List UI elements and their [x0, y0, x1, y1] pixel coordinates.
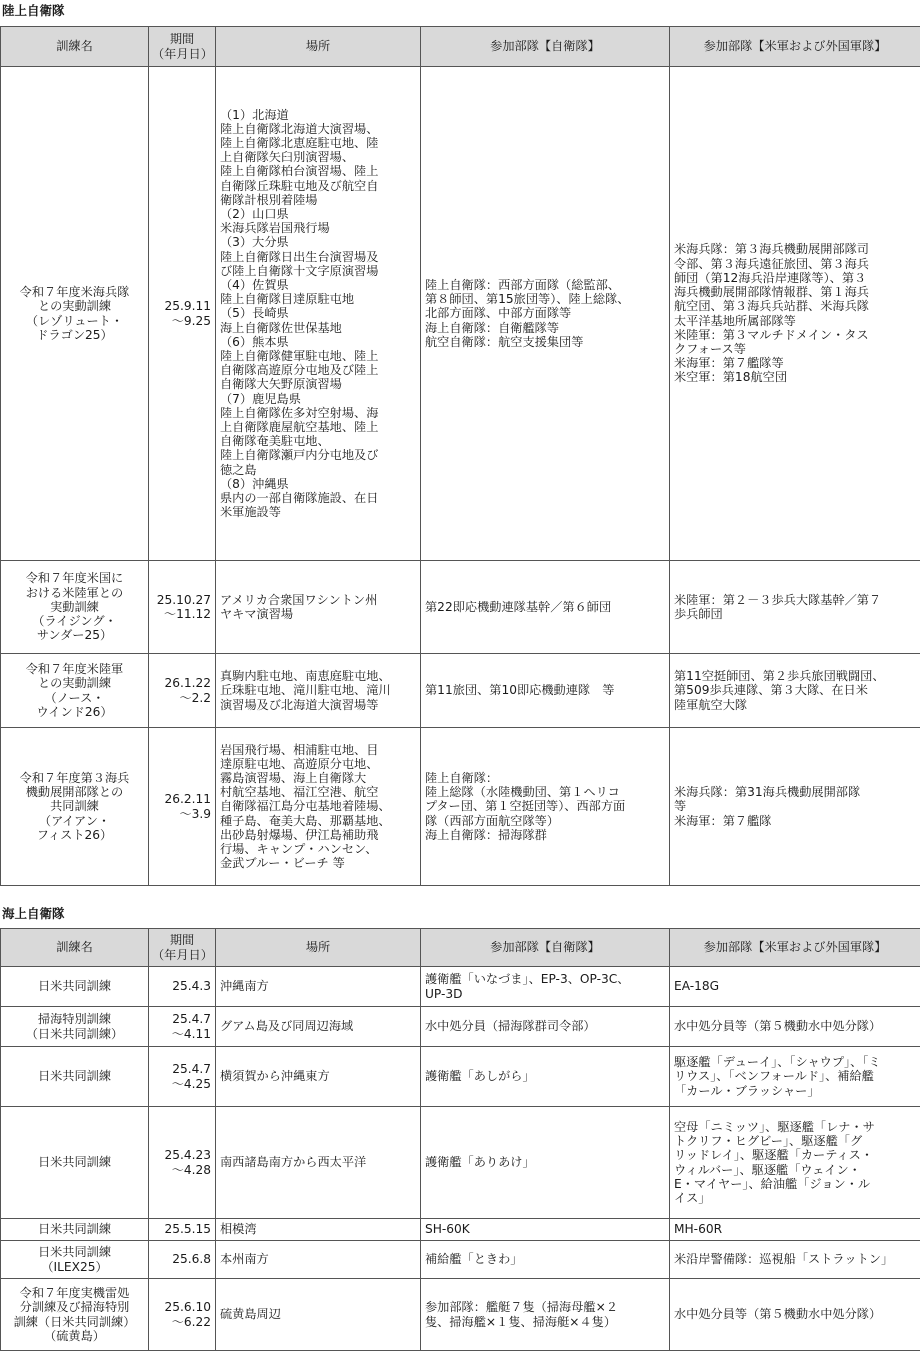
training-place: 硫黄島周辺: [216, 1279, 421, 1351]
table-header-row: [1, 27, 920, 67]
ground-training-table: [0, 26, 920, 886]
training-period: 25.4.23 ～4.28: [149, 1107, 216, 1219]
foreign-units: 駆逐艦「デューイ」、「シャウプ」、「ミ リウス」、「ベンフォールド」、補給艦 「カール・ブラッシャー」: [670, 1047, 920, 1107]
table-row: [1, 1047, 920, 1107]
training-period: 25.10.27 ～11.12: [149, 561, 216, 654]
jsdf-units: 補給艦「ときわ」: [421, 1241, 670, 1279]
training-period: 25.6.10 ～6.22: [149, 1279, 216, 1351]
header-foreign-units: 参加部隊【米軍および外国軍隊】: [670, 27, 920, 67]
jsdf-units: SH-60K: [421, 1219, 670, 1241]
section-title-ground: 陸上自衛隊: [2, 3, 65, 18]
training-place: 南西諸島南方から西太平洋: [216, 1107, 421, 1219]
training-name: 日米共同訓練: [1, 1047, 149, 1107]
jsdf-units: 水中処分員（掃海隊群司令部）: [421, 1007, 670, 1047]
jsdf-units: 参加部隊：艦艇７隻（掃海母艦×２ 隻、掃海艦×１隻、掃海艇×４隻）: [421, 1279, 670, 1351]
training-period: 25.6.8: [149, 1241, 216, 1279]
table-row: [1, 1007, 920, 1047]
training-place: 相模湾: [216, 1219, 421, 1241]
jsdf-units: 第22即応機動連隊基幹／第６師団: [421, 561, 670, 654]
training-place: アメリカ合衆国ワシントン州 ヤキマ演習場: [216, 561, 421, 654]
foreign-units: 第11空挺師団、第２歩兵旅団戦闘団、 第509歩兵連隊、第３大隊、在日米 陸軍航空大隊: [670, 654, 920, 728]
header-foreign-units: 参加部隊【米軍および外国軍隊】: [670, 929, 920, 967]
table-row: [1, 728, 920, 886]
header-place: 場所: [216, 27, 421, 67]
training-place: 沖縄南方: [216, 967, 421, 1007]
foreign-units: 水中処分員等（第５機動水中処分隊）: [670, 1279, 920, 1351]
table-row: [1, 1241, 920, 1279]
training-name: 令和７年度実機雷処 分訓練及び掃海特別 訓練（日米共同訓練） （硫黄島）: [1, 1279, 149, 1351]
training-period: 25.9.11 ～9.25: [149, 67, 216, 561]
table-row: [1, 1279, 920, 1351]
training-place: 真駒内駐屯地、南恵庭駐屯地、 丘珠駐屯地、滝川駐屯地、滝川 演習場及び北海道大演習場等: [216, 654, 421, 728]
table-header-row: [1, 929, 920, 967]
training-name: 日米共同訓練 （ILEX25）: [1, 1241, 149, 1279]
section-title-maritime: 海上自衛隊: [2, 906, 65, 921]
training-name: 日米共同訓練: [1, 1107, 149, 1219]
header-place: 場所: [216, 929, 421, 967]
training-place: グアム島及び同周辺海域: [216, 1007, 421, 1047]
jsdf-units: 護衛艦「あしがら」: [421, 1047, 670, 1107]
foreign-units: 米沿岸警備隊：巡視船「ストラットン」: [670, 1241, 920, 1279]
header-jsdf-units: 参加部隊【自衛隊】: [421, 27, 670, 67]
foreign-units: 水中処分員等（第５機動水中処分隊）: [670, 1007, 920, 1047]
header-period: 期間 （年月日）: [149, 929, 216, 967]
jsdf-units: 第11旅団、第10即応機動連隊 等: [421, 654, 670, 728]
training-place: 岩国飛行場、相浦駐屯地、目 達原駐屯地、高遊原分屯地、 霧島演習場、海上自衛隊大 村航空基地、福江空港、航空 自衛隊福江島分屯基地着陸場、 種子島、奄美大島、那覇基地、 出砂島射爆場、伊江島補助飛 行場、キャンプ・ハンセン、 金武ブルー・ビーチ 等: [216, 728, 421, 886]
jsdf-units: 陸上自衛隊：西部方面隊（総監部、 第８師団、第15旅団等）、陸上総隊、 北部方面隊、中部方面隊等 海上自衛隊：自衛艦隊等 航空自衛隊：航空支援集団等: [421, 67, 670, 561]
header-training-name: 訓練名: [1, 27, 149, 67]
training-period: 26.1.22 ～2.2: [149, 654, 216, 728]
foreign-units: MH-60R: [670, 1219, 920, 1241]
table-row: [1, 67, 920, 561]
foreign-units: 米陸軍：第２－３歩兵大隊基幹／第７ 歩兵師団: [670, 561, 920, 654]
training-name: 令和７年度米国に おける米陸軍との 実動訓練 （ライジング・ サンダー25）: [1, 561, 149, 654]
training-period: 26.2.11 ～3.9: [149, 728, 216, 886]
training-period: 25.4.7 ～4.11: [149, 1007, 216, 1047]
header-training-name: 訓練名: [1, 929, 149, 967]
training-period: 25.5.15: [149, 1219, 216, 1241]
table-row: [1, 654, 920, 728]
training-name: 日米共同訓練: [1, 967, 149, 1007]
training-name: 日米共同訓練: [1, 1219, 149, 1241]
jsdf-units: 護衛艦「ありあけ」: [421, 1107, 670, 1219]
training-period: 25.4.7 ～4.25: [149, 1047, 216, 1107]
maritime-training-table: [0, 928, 920, 1351]
training-name: 令和７年度第３海兵 機動展開部隊との 共同訓練 （アイアン・ フィスト26）: [1, 728, 149, 886]
header-period: 期間 （年月日）: [149, 27, 216, 67]
training-name: 令和７年度米陸軍 との実動訓練 （ノース・ ウインド26）: [1, 654, 149, 728]
header-jsdf-units: 参加部隊【自衛隊】: [421, 929, 670, 967]
jsdf-units: 護衛艦「いなづま」、EP-3、OP-3C、 UP-3D: [421, 967, 670, 1007]
foreign-units: EA-18G: [670, 967, 920, 1007]
foreign-units: 米海兵隊：第３海兵機動展開部隊司 令部、第３海兵遠征旅団、第３海兵 師団（第12海兵沿岸連隊等）、第３ 海兵機動展開部隊情報群、第１海兵 航空団、第３海兵兵站群、米海兵隊 太平洋基地所属部隊等 米陸軍：第３マルチドメイン・タス クフォース等 米海軍：第７艦隊等 米空軍：第18航空団: [670, 67, 920, 561]
training-place: （1）北海道 陸上自衛隊北海道大演習場、 陸上自衛隊北恵庭駐屯地、陸 上自衛隊矢臼別演習場、 陸上自衛隊柏台演習場、陸上 自衛隊丘珠駐屯地及び航空自 衛隊計根別着陸場 （2）山口県 米海兵隊岩国飛行場 （3）大分県 陸上自衛隊日出生台演習場及 び陸上自衛隊十文字原演習場 （4）佐賀県 陸上自衛隊目達原駐屯地 （5）長崎県 海上自衛隊佐世保基地 （6）熊本県 陸上自衛隊健軍駐屯地、陸上 自衛隊高遊原分屯地及び陸上 自衛隊大矢野原演習場 （7）鹿児島県 陸上自衛隊佐多対空射場、海 上自衛隊鹿屋航空基地、陸上 自衛隊奄美駐屯地、 陸上自衛隊瀬戸内分屯地及び 徳之島 （8）沖縄県 県内の一部自衛隊施設、在日 米軍施設等: [216, 67, 421, 561]
table-row: [1, 967, 920, 1007]
foreign-units: 空母「ニミッツ」、駆逐艦「レナ・サ トクリフ・ヒグビー」、駆逐艦「グ リッドレイ」、駆逐艦「カーティス・ ウィルバー」、駆逐艦「ウェイン・ E・マイヤー」、給油艦「ジョン・ル イス」: [670, 1107, 920, 1219]
training-name: 令和７年度米海兵隊 との実動訓練 （レゾリュート・ ドラゴン25）: [1, 67, 149, 561]
table-row: [1, 1107, 920, 1219]
table-row: [1, 561, 920, 654]
training-place: 横須賀から沖縄東方: [216, 1047, 421, 1107]
training-name: 掃海特別訓練 （日米共同訓練）: [1, 1007, 149, 1047]
training-period: 25.4.3: [149, 967, 216, 1007]
foreign-units: 米海兵隊：第31海兵機動展開部隊 等 米海軍：第７艦隊: [670, 728, 920, 886]
table-row: [1, 1219, 920, 1241]
training-place: 本州南方: [216, 1241, 421, 1279]
jsdf-units: 陸上自衛隊： 陸上総隊（水陸機動団、第１ヘリコ プター団、第１空挺団等）、西部方面 隊（西部方面航空隊等） 海上自衛隊：掃海隊群: [421, 728, 670, 886]
